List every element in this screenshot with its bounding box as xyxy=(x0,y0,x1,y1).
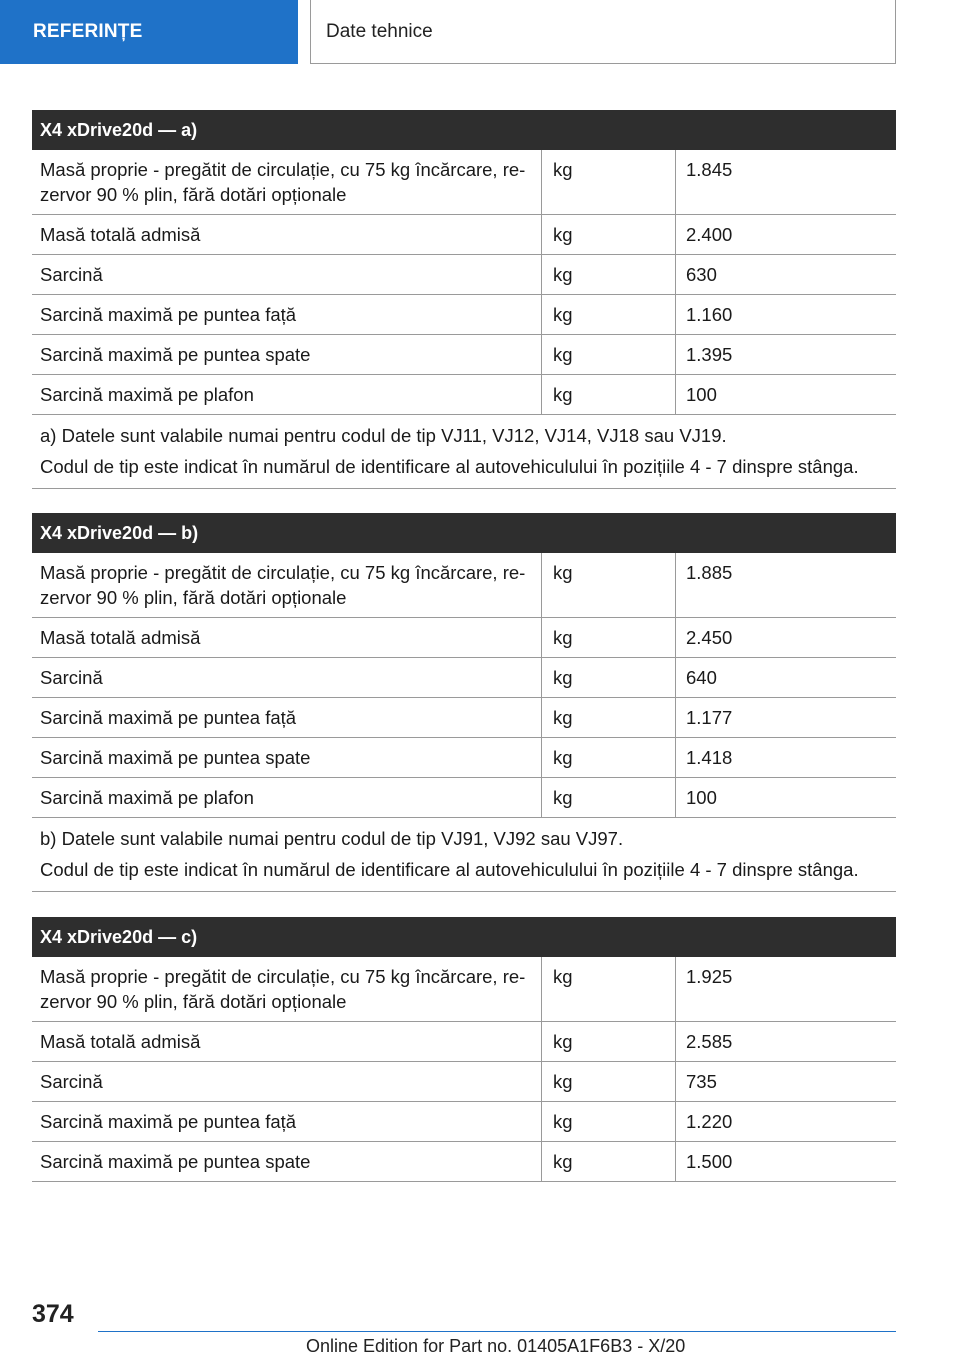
row-value: 2.585 xyxy=(686,1031,733,1052)
row-label: Masă proprie - pregătit de circulație, cu 75 kg încărcare, re-zervor 90 % plin, fără dotări opționale xyxy=(32,553,542,617)
row-label: Sarcină maximă pe puntea față xyxy=(32,698,542,737)
row-unit: kg xyxy=(542,698,676,737)
table-row xyxy=(32,215,896,255)
row-value: 100 xyxy=(686,787,717,808)
row-unit: kg xyxy=(542,778,676,817)
row-value: 640 xyxy=(686,667,717,688)
edition-footer: Online Edition for Part no. 01405A1F6B3 - X/20 xyxy=(306,1336,686,1356)
row-label: Sarcină xyxy=(32,255,542,294)
table-row xyxy=(32,1062,896,1102)
table-row xyxy=(32,738,896,778)
row-label: Sarcină maximă pe puntea spate xyxy=(32,1142,542,1181)
table-row xyxy=(32,618,896,658)
row-value: 1.885 xyxy=(686,562,733,583)
footnote-text: Codul de tip este indicat în numărul de identificare al autovehiculului în pozițiile 4 - 7 dinspre stânga. xyxy=(40,859,859,880)
row-unit: kg xyxy=(542,658,676,697)
row-label: Sarcină maximă pe puntea față xyxy=(32,295,542,334)
row-value: 1.177 xyxy=(686,707,733,728)
row-label: Sarcină maximă pe puntea spate xyxy=(32,335,542,374)
row-value: 1.418 xyxy=(686,747,733,768)
table-row xyxy=(32,778,896,818)
table-row xyxy=(32,698,896,738)
table-title: X4 xDrive20d — c) xyxy=(32,917,896,957)
row-label: Sarcină xyxy=(32,1062,542,1101)
table-row xyxy=(32,295,896,335)
row-unit: kg xyxy=(542,618,676,657)
row-unit: kg xyxy=(542,957,676,1021)
footer-divider xyxy=(98,1331,896,1332)
table-title: X4 xDrive20d — b) xyxy=(32,513,896,553)
row-unit: kg xyxy=(542,553,676,617)
row-value: 2.400 xyxy=(686,224,733,245)
row-value: 735 xyxy=(686,1071,717,1092)
weights-table-a xyxy=(32,110,896,489)
row-label: Masă proprie - pregătit de circulație, cu 75 kg încărcare, re-zervor 90 % plin, fără dotări opționale xyxy=(32,957,542,1021)
table-title: X4 xDrive20d — a) xyxy=(32,110,896,150)
page-title-box xyxy=(310,0,896,64)
row-label: Masă totală admisă xyxy=(32,215,542,254)
row-label: Sarcină maximă pe puntea spate xyxy=(32,738,542,777)
row-unit: kg xyxy=(542,1142,676,1181)
row-value: 1.220 xyxy=(686,1111,733,1132)
row-unit: kg xyxy=(542,295,676,334)
row-label: Sarcină maximă pe plafon xyxy=(32,375,542,414)
row-unit: kg xyxy=(542,1062,676,1101)
table-row xyxy=(32,1022,896,1062)
table-row xyxy=(32,957,896,1022)
row-unit: kg xyxy=(542,1022,676,1061)
row-label: Sarcină xyxy=(32,658,542,697)
row-label: Sarcină maximă pe plafon xyxy=(32,778,542,817)
row-label: Masă totală admisă xyxy=(32,1022,542,1061)
row-unit: kg xyxy=(542,150,676,214)
footnote-text: Codul de tip este indicat în numărul de identificare al autovehiculului în pozițiile 4 - 7 dinspre stânga. xyxy=(40,456,859,477)
page-title: Date tehnice xyxy=(326,20,433,42)
row-value: 100 xyxy=(686,384,717,405)
table-footnote xyxy=(32,415,896,489)
row-value: 630 xyxy=(686,264,717,285)
row-value: 1.160 xyxy=(686,304,733,325)
row-unit: kg xyxy=(542,215,676,254)
row-value: 1.845 xyxy=(686,159,733,180)
section-tab xyxy=(0,0,298,64)
footnote-text: b) Datele sunt valabile numai pentru codul de tip VJ91, VJ92 sau VJ97. xyxy=(40,828,624,849)
table-row xyxy=(32,335,896,375)
table-row xyxy=(32,375,896,415)
row-value: 1.395 xyxy=(686,344,733,365)
row-value: 1.500 xyxy=(686,1151,733,1172)
footnote-text: a) Datele sunt valabile numai pentru codul de tip VJ11, VJ12, VJ14, VJ18 sau VJ19. xyxy=(40,425,727,446)
row-value: 2.450 xyxy=(686,627,733,648)
row-unit: kg xyxy=(542,335,676,374)
row-unit: kg xyxy=(542,255,676,294)
table-footnote xyxy=(32,818,896,892)
row-label: Sarcină maximă pe puntea față xyxy=(32,1102,542,1141)
table-row xyxy=(32,150,896,215)
table-row xyxy=(32,1102,896,1142)
row-unit: kg xyxy=(542,738,676,777)
section-label: REFERINȚE xyxy=(33,21,143,42)
row-label: Masă totală admisă xyxy=(32,618,542,657)
weights-table-b xyxy=(32,513,896,892)
weights-table-c xyxy=(32,917,896,1182)
table-row xyxy=(32,553,896,618)
table-row xyxy=(32,255,896,295)
page-number: 374 xyxy=(32,1300,74,1328)
row-unit: kg xyxy=(542,1102,676,1141)
row-value: 1.925 xyxy=(686,966,733,987)
row-label: Masă proprie - pregătit de circulație, cu 75 kg încărcare, re-zervor 90 % plin, fără dotări opționale xyxy=(32,150,542,214)
row-unit: kg xyxy=(542,375,676,414)
table-row xyxy=(32,1142,896,1182)
table-row xyxy=(32,658,896,698)
